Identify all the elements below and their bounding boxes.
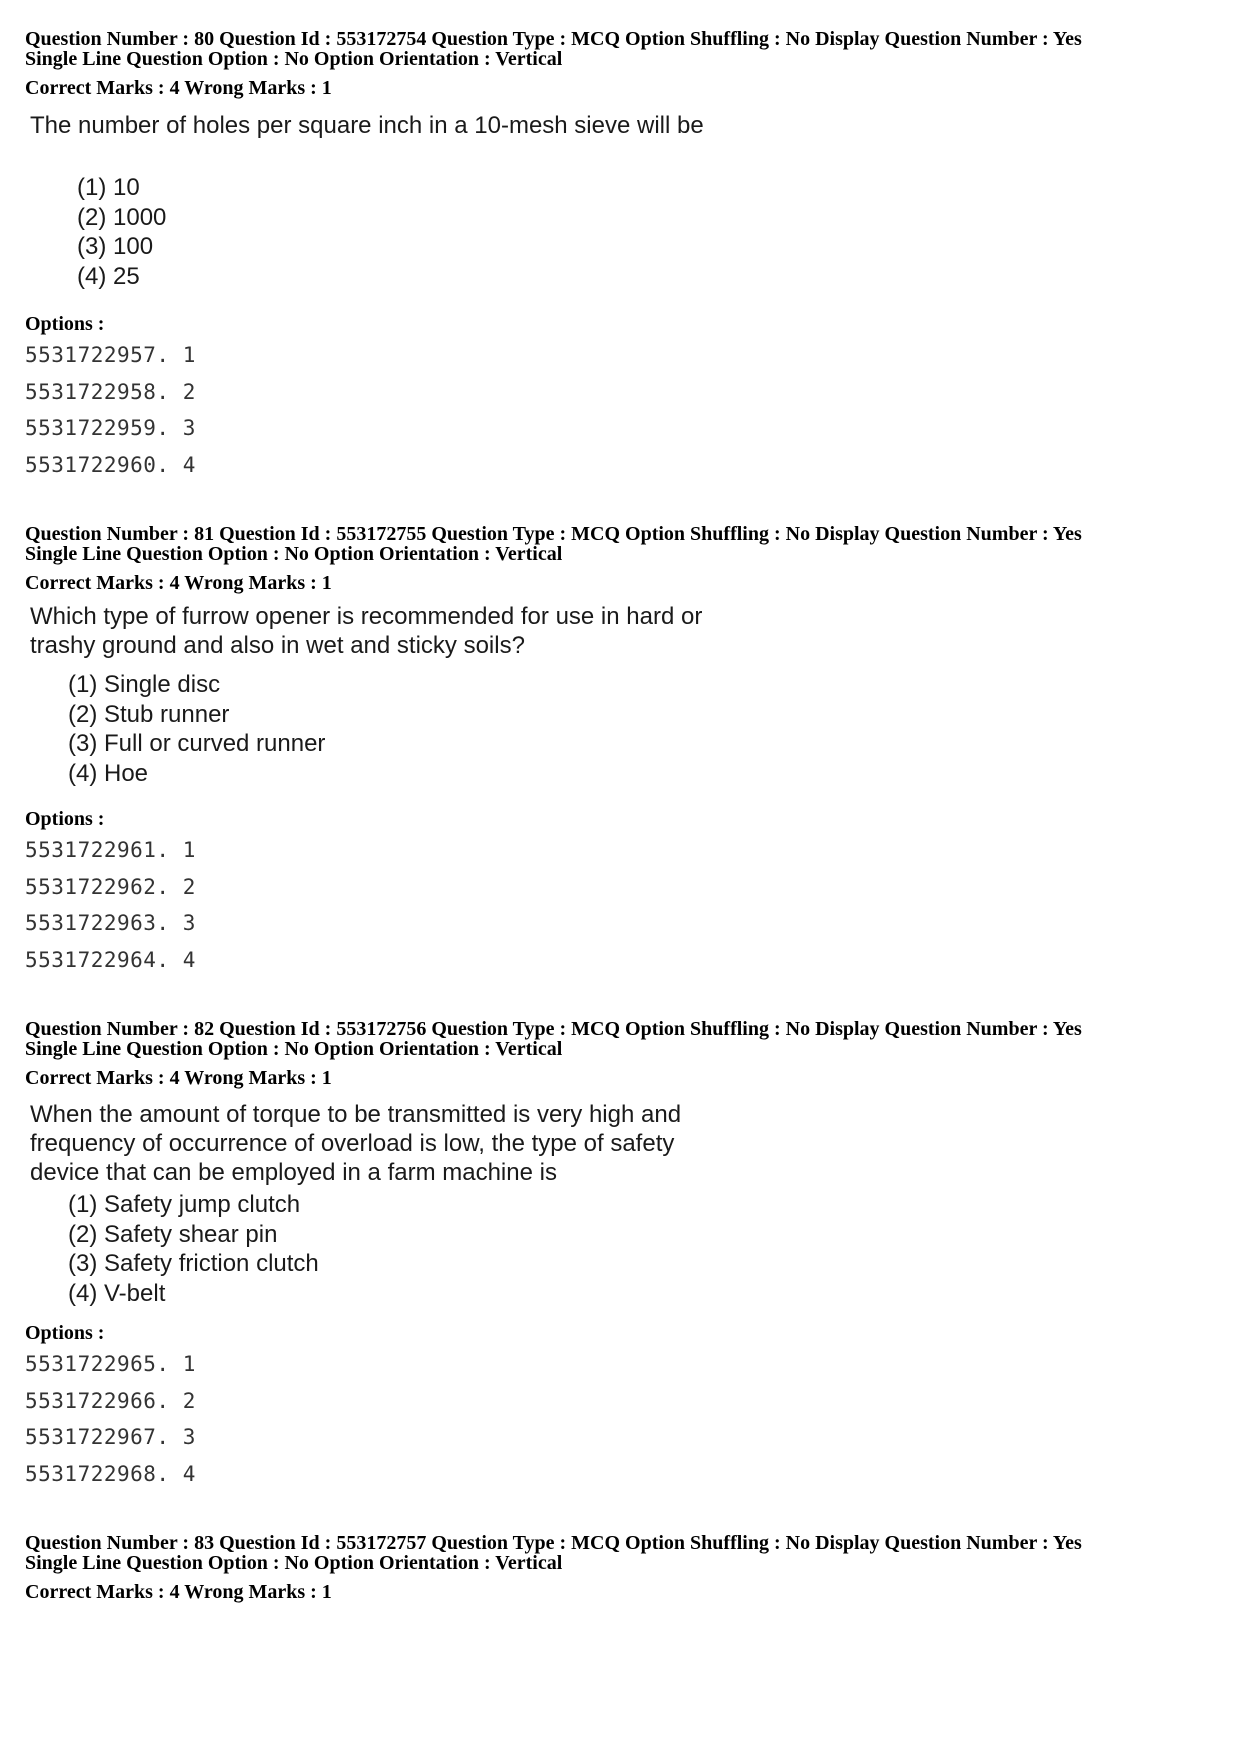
answer-choice-list bbox=[68, 670, 325, 788]
answer-choice-4: (4) Hoe bbox=[68, 759, 149, 787]
question-text-line-1: Which type of furrow opener is recommended for use in hard or bbox=[30, 603, 703, 630]
option-id-row: 5531722965. 1 bbox=[25, 1352, 196, 1376]
option-id-row: 5531722961. 1 bbox=[25, 838, 196, 862]
option-id-row: 5531722958. 2 bbox=[25, 379, 196, 404]
option-id-row: 5531722963. 3 bbox=[25, 911, 196, 935]
answer-choice-2: (2) 1000 bbox=[77, 203, 167, 231]
question-marks: Correct Marks : 4 Wrong Marks : 1 bbox=[25, 1067, 332, 1089]
answer-choice-1: (1) Single disc bbox=[68, 671, 221, 698]
question-meta-line-2: Single Line Question Option : No Option Orientation : Vertical bbox=[25, 48, 563, 70]
answer-choice-list bbox=[68, 1190, 319, 1308]
option-id-row: 5531722960. 4 bbox=[25, 452, 196, 477]
option-id-list bbox=[25, 1352, 196, 1498]
answer-choice-1: (1) 10 bbox=[77, 174, 140, 201]
answer-choice-3: (3) Safety friction clutch bbox=[68, 1250, 319, 1277]
options-label: Options : bbox=[25, 1322, 105, 1344]
answer-choice-3: (3) Full or curved runner bbox=[68, 730, 326, 757]
option-id-row: 5531722966. 2 bbox=[25, 1388, 196, 1413]
answer-choice-4: (4) 25 bbox=[77, 262, 140, 290]
question-meta-line-2: Single Line Question Option : No Option Orientation : Vertical bbox=[25, 1038, 563, 1060]
question-meta-line-2: Single Line Question Option : No Option Orientation : Vertical bbox=[25, 1552, 563, 1574]
answer-choice-2: (2) Stub runner bbox=[68, 700, 230, 728]
question-meta-line-1: Question Number : 80 Question Id : 553172754 Question Type : MCQ Option Shuffling : No Display Question Number : Yes bbox=[25, 28, 1082, 50]
question-marks: Correct Marks : 4 Wrong Marks : 1 bbox=[25, 572, 332, 594]
answer-choice-list bbox=[77, 173, 166, 291]
answer-choice-1: (1) Safety jump clutch bbox=[68, 1191, 301, 1218]
option-id-row: 5531722967. 3 bbox=[25, 1425, 196, 1449]
option-id-row: 5531722968. 4 bbox=[25, 1461, 196, 1486]
option-id-list bbox=[25, 343, 196, 489]
options-label: Options : bbox=[25, 808, 105, 830]
answer-choice-4: (4) V-belt bbox=[68, 1279, 166, 1307]
question-meta-line-1: Question Number : 81 Question Id : 553172755 Question Type : MCQ Option Shuffling : No Display Question Number : Yes bbox=[25, 523, 1082, 545]
option-id-row: 5531722957. 1 bbox=[25, 343, 196, 367]
question-meta-line-1: Question Number : 83 Question Id : 553172757 Question Type : MCQ Option Shuffling : No Display Question Number : Yes bbox=[25, 1532, 1082, 1554]
option-id-row: 5531722959. 3 bbox=[25, 416, 196, 440]
question-text-line-1: When the amount of torque to be transmitted is very high and bbox=[30, 1101, 682, 1128]
option-id-row: 5531722964. 4 bbox=[25, 947, 196, 972]
answer-choice-2: (2) Safety shear pin bbox=[68, 1220, 278, 1248]
question-text-line-2: frequency of occurrence of overload is low, the type of safety bbox=[30, 1130, 675, 1157]
question-marks: Correct Marks : 4 Wrong Marks : 1 bbox=[25, 77, 332, 99]
question-meta-line-1: Question Number : 82 Question Id : 553172756 Question Type : MCQ Option Shuffling : No Display Question Number : Yes bbox=[25, 1018, 1082, 1040]
option-id-row: 5531722962. 2 bbox=[25, 874, 196, 899]
options-label: Options : bbox=[25, 313, 105, 335]
question-text-line-3: device that can be employed in a farm machine is bbox=[30, 1159, 557, 1186]
question-text-line-1: The number of holes per square inch in a 10-mesh sieve will be bbox=[30, 112, 704, 139]
answer-choice-3: (3) 100 bbox=[77, 233, 154, 260]
question-meta-line-2: Single Line Question Option : No Option Orientation : Vertical bbox=[25, 543, 563, 565]
option-id-list bbox=[25, 838, 196, 984]
question-text-line-2: trashy ground and also in wet and sticky soils? bbox=[30, 632, 525, 659]
question-marks: Correct Marks : 4 Wrong Marks : 1 bbox=[25, 1581, 332, 1603]
